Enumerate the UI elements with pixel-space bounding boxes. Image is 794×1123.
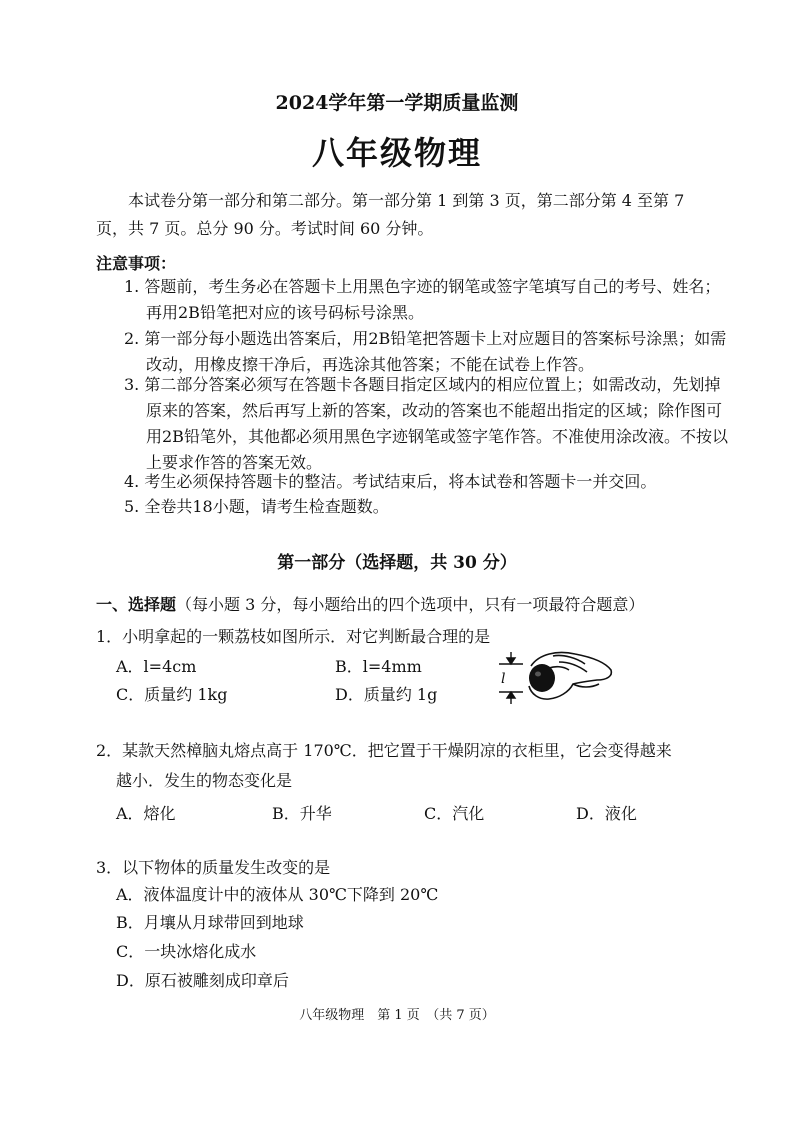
q3-option-a: A．液体温度计中的液体从 30℃下降到 20℃ <box>116 885 439 904</box>
q1-option-b: B．l=4mm <box>335 657 422 676</box>
part1-heading: 第一部分（选择题，共 30 分） <box>277 553 517 573</box>
exam-title: 2024学年第一学期质量监测 <box>275 92 519 114</box>
q1-option-d: D．质量约 1g <box>335 685 438 704</box>
lychee-shape <box>529 664 555 692</box>
section-label: 一、选择题 <box>96 595 177 614</box>
section-heading <box>96 592 644 615</box>
notice-item: 4. 考生必须保持答题卡的整洁。考试结束后，将本试卷和答题卡一并交回。 <box>124 472 657 491</box>
page-footer: 八年级物理 第 1 页 （共 7 页） <box>299 1008 495 1023</box>
exam-intro: 本试卷分第一部分和第二部分。第一部分第 1 到第 3 页，第二部分第 4 至第 7 页，共 7 页。总分 90 分。考试时间 60 分钟。 <box>96 191 685 238</box>
notice-item: 1. 答题前，考生务必在答题卡上用黑色字迹的钢笔或签字笔填写自己的考号、姓名；再用2B铅笔把对应的该号码标号涂黑。 <box>124 277 721 322</box>
q3-option-c: C．一块冰熔化成水 <box>116 942 257 961</box>
lychee-hand-figure <box>493 644 617 706</box>
notice-item: 3. 第二部分答案必须写在答题卡各题目指定区域内的相应位置上；如需改动，先划掉原来的答案，然后再写上新的答案，改动的答案也不能超出指定的区域；除作图可用2B铅笔外，其他都必须用黑色字迹钢笔或签字笔作答。不准使用涂改液。不按以上要求作答的答案无效。 <box>124 375 728 472</box>
subject-title: 八年级物理 <box>311 134 482 172</box>
q3-option-d: D．原石被雕刻成印章后 <box>116 971 289 990</box>
question-2-stem-cont: 越小．发生的物态变化是 <box>116 771 293 790</box>
notice-heading: 注意事项： <box>96 254 177 273</box>
notice-item: 5. 全卷共18小题，请考生检查题数。 <box>124 497 389 516</box>
q2-option-a: A．熔化 <box>116 804 176 823</box>
question-2-stem: 2．某款天然樟脑丸熔点高于 170℃．把它置于干燥阴凉的衣柜里，它会变得越来 <box>96 741 672 760</box>
question-3-stem: 3．以下物体的质量发生改变的是 <box>96 858 331 877</box>
q2-option-c: C．汽化 <box>424 804 485 823</box>
q3-option-b: B．月壤从月球带回到地球 <box>116 913 304 932</box>
section-note: （每小题 3 分，每小题给出的四个选项中，只有一项最符合题意） <box>176 595 645 614</box>
q1-option-c: C．质量约 1kg <box>116 685 228 704</box>
length-label: l <box>501 671 506 687</box>
q2-option-b: B．升华 <box>272 804 332 823</box>
notice-item: 2. 第一部分每小题选出答案后，用2B铅笔把答题卡上对应题目的答案标号涂黑；如需改动，用橡皮擦干净后，再选涂其他答案；不能在试卷上作答。 <box>124 329 727 374</box>
q2-option-d: D．液化 <box>576 804 637 823</box>
question-1-stem: 1．小明拿起的一颗荔枝如图所示．对它判断最合理的是 <box>96 627 491 646</box>
q1-option-a: A．l=4cm <box>116 657 197 676</box>
